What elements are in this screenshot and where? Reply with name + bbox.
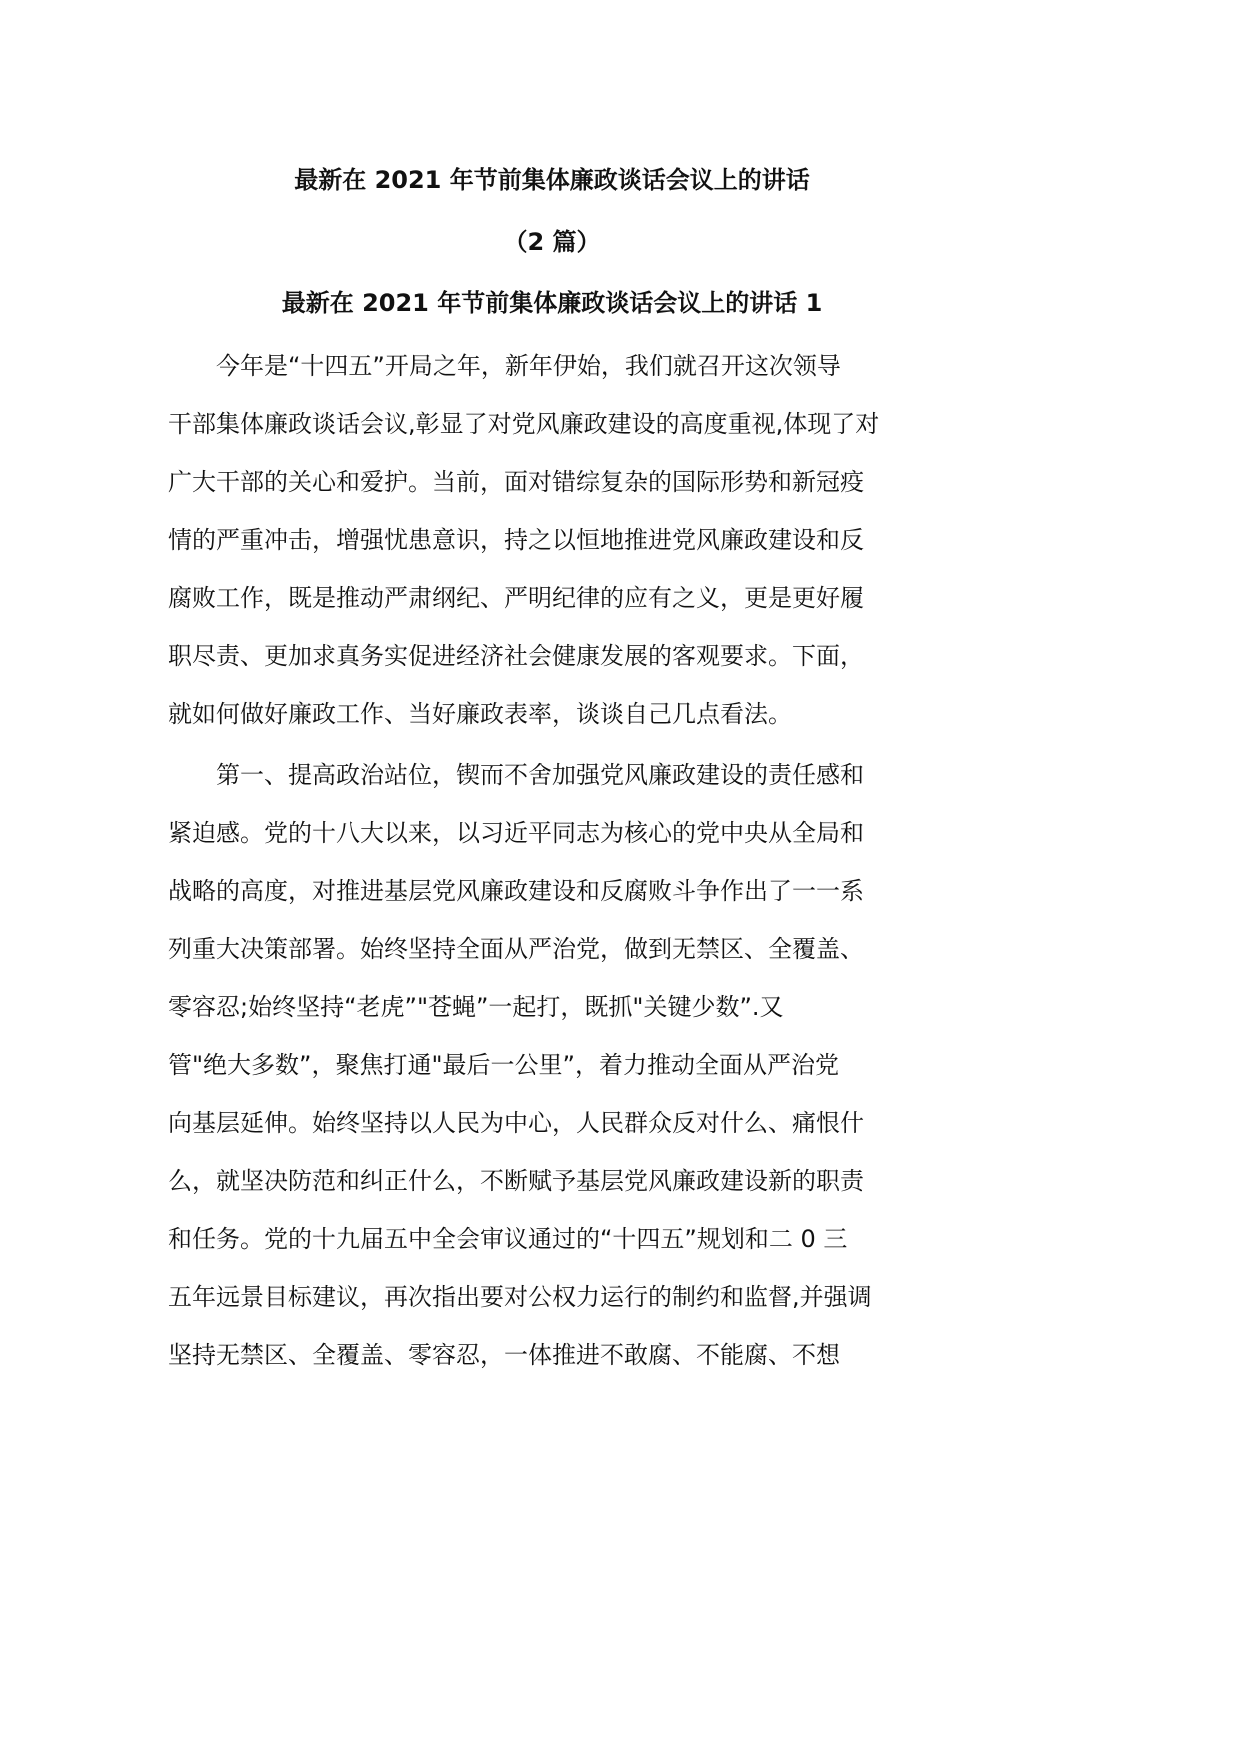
paragraph-line: 广大干部的关心和爱护。当前，面对错综复杂的国际形势和新冠疫 xyxy=(168,468,864,496)
paragraph-line: 和任务。党的十九届五中全会审议通过的“十四五”规划和二 0 三 xyxy=(168,1225,848,1253)
paragraph-line: 向基层延伸。始终坚持以人民为中心，人民群众反对什么、痛恨什 xyxy=(168,1109,864,1137)
paragraph-line: 干部集体廉政谈话会议,彰显了对党风廉政建设的高度重视,体现了对 xyxy=(168,410,880,438)
paragraph-line: 就如何做好廉政工作、当好廉政表率，谈谈自己几点看法。 xyxy=(168,700,792,728)
paragraph-line: 腐败工作，既是推动严肃纲纪、严明纪律的应有之义，更是更好履 xyxy=(168,584,864,612)
paragraph-line: 情的严重冲击，增强忧患意识，持之以恒地推进党风廉政建设和反 xyxy=(168,526,864,554)
paragraph-line: 第一、提高政治站位，锲而不舍加强党风廉政建设的责任感和 xyxy=(216,761,864,789)
paragraph-line: 么，就坚决防范和纠正什么，不断赋予基层党风廉政建设新的职责 xyxy=(168,1167,864,1195)
paragraph-1 xyxy=(168,337,948,743)
paragraph-line: 坚持无禁区、全覆盖、零容忍，一体推进不敢腐、不能腐、不想 xyxy=(168,1341,840,1369)
paragraph-line: 列重大决策部署。始终坚持全面从严治党，做到无禁区、全覆盖、 xyxy=(168,935,864,963)
paragraph-line: 职尽责、更加求真务实促进经济社会健康发展的客观要求。下面， xyxy=(168,642,864,670)
section-title: 最新在 2021 年节前集体廉政谈话会议上的讲话 1 xyxy=(281,289,823,317)
paragraph-2 xyxy=(168,746,948,1384)
document-title: 最新在 2021 年节前集体廉政谈话会议上的讲话 xyxy=(294,166,810,194)
paragraph-line: 战略的高度，对推进基层党风廉政建设和反腐败斗争作出了一一系 xyxy=(168,877,864,905)
paragraph-line: 五年远景目标建议，再次指出要对公权力运行的制约和监督,并强调 xyxy=(168,1283,872,1311)
document-subtitle: （2 篇） xyxy=(503,228,601,256)
paragraph-line: 管"绝大多数”，聚焦打通"最后一公里”，着力推动全面从严治党 xyxy=(168,1051,839,1079)
paragraph-line: 紧迫感。党的十八大以来，以习近平同志为核心的党中央从全局和 xyxy=(168,819,864,847)
paragraph-line: 零容忍;始终坚持“老虎”"苍蝇”一起打，既抓"关键少数”.又 xyxy=(168,993,784,1021)
paragraph-line: 今年是“十四五”开局之年，新年伊始，我们就召开这次领导 xyxy=(216,352,841,380)
